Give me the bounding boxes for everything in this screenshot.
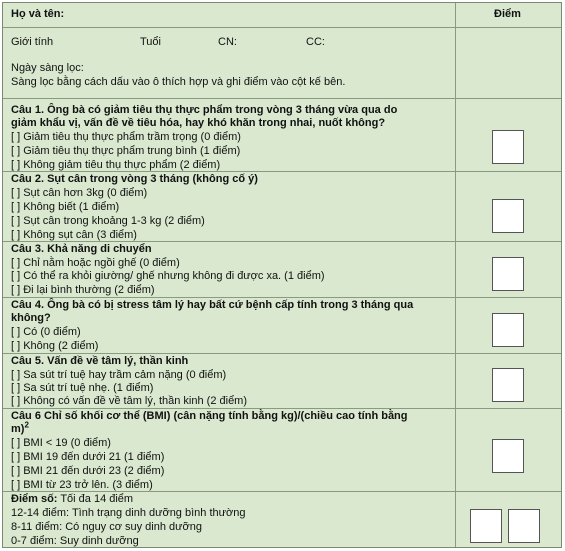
question-6-score-box[interactable] (492, 439, 524, 473)
question-2-option[interactable]: [ ] Sụt cân trong khoảng 1-3 kg (2 điểm) (11, 215, 205, 227)
screening-date-label: Ngày sàng lọc: (11, 62, 84, 74)
question-3-score-box[interactable] (492, 257, 524, 291)
question-1-option[interactable]: [ ] Giảm tiêu thụ thực phẩm trung bình (1 điểm) (11, 145, 241, 157)
question-6-title (11, 422, 29, 436)
divider (3, 27, 561, 28)
question-1-option[interactable]: [ ] Không giảm tiêu thụ thực phẩm (2 điểm) (11, 159, 221, 171)
summary-line: 8-11 điểm: Có nguy cơ suy dinh dưỡng (11, 521, 202, 533)
question-5-option[interactable]: [ ] Không có vấn đề về tâm lý, thần kinh (2 điểm) (11, 395, 248, 407)
question-1-title: Câu 1. Ông bà có giảm tiêu thụ thực phẩm trong vòng 3 tháng vừa qua do (11, 104, 398, 116)
question-6-option[interactable]: [ ] BMI < 19 (0 điểm) (11, 437, 111, 449)
question-3-option[interactable]: [ ] Chỉ nằm hoặc ngồi ghế (0 điểm) (11, 257, 180, 269)
question-6-title: Câu 6 Chỉ số khối cơ thể (BMI) (cân nặng tính bằng kg)/(chiều cao tính bằng (11, 410, 408, 422)
gender-label: Giới tính (11, 36, 54, 48)
summary-line: 0-7 điểm: Suy dinh dưỡng (11, 535, 139, 547)
question-4-option[interactable]: [ ] Không (2 điểm) (11, 340, 99, 352)
question-6-unit: m) (11, 423, 25, 435)
question-2-title: Câu 2. Sụt cân trong vòng 3 tháng (không cố ý) (11, 173, 258, 185)
question-4-title: Câu 4. Ông bà có bị stress tâm lý hay bất cứ bệnh cấp tính trong 3 tháng qua (11, 299, 414, 311)
question-2-option[interactable]: [ ] Không biết (1 điểm) (11, 201, 120, 213)
question-2-score-box[interactable] (492, 199, 524, 233)
question-5-score-box[interactable] (492, 368, 524, 402)
question-2-option[interactable]: [ ] Sụt cân hơn 3kg (0 điểm) (11, 187, 148, 199)
summary-label: Điểm số: (11, 493, 58, 505)
question-6-option[interactable]: [ ] BMI 21 đến dưới 23 (2 điểm) (11, 465, 165, 477)
summary-line: 12-14 điểm: Tình trạng dinh dưỡng bình thường (11, 507, 246, 519)
question-5-option[interactable]: [ ] Sa sút trí tuệ nhẹ. (1 điểm) (11, 382, 154, 394)
question-5-option[interactable]: [ ] Sa sút trí tuệ hay trầm cảm nặng (0 điểm) (11, 369, 227, 381)
divider (3, 98, 561, 99)
summary-max: Tối đa 14 điểm (57, 493, 134, 505)
question-6-option[interactable]: [ ] BMI từ 23 trở lên. (3 điểm) (11, 479, 153, 491)
question-3-title: Câu 3. Khả năng di chuyển (11, 243, 152, 255)
question-3-option[interactable]: [ ] Có thể ra khỏi giường/ ghế nhưng không đi được xa. (1 điểm) (11, 270, 325, 282)
question-4-option[interactable]: [ ] Có (0 điểm) (11, 326, 81, 338)
age-label: Tuổi (140, 36, 161, 48)
total-score-box-2[interactable] (508, 509, 540, 543)
question-2-option[interactable]: [ ] Không sụt cân (3 điểm) (11, 229, 137, 241)
score-column-divider (455, 3, 456, 547)
question-4-title: không? (11, 312, 51, 324)
question-1-option[interactable]: [ ] Giảm tiêu thụ thực phẩm trầm trọng (0 điểm) (11, 131, 241, 143)
question-1-title: giảm khẩu vị, vấn đề về tiêu hóa, hay khó khăn trong nhai, nuốt không? (11, 117, 386, 129)
total-score-box-1[interactable] (470, 509, 502, 543)
cc-label: CC: (306, 36, 325, 48)
question-4-score-box[interactable] (492, 313, 524, 347)
instruction-text: Sàng lọc bằng cách dấu vào ô thích hợp và ghi điểm vào cột kế bên. (11, 76, 346, 88)
question-6-option[interactable]: [ ] BMI 19 đến dưới 21 (1 điểm) (11, 451, 165, 463)
name-label: Họ và tên: (11, 8, 65, 20)
summary-title (11, 492, 133, 506)
question-6-exponent: 2 (24, 420, 29, 430)
question-1-score-box[interactable] (492, 130, 524, 164)
mna-screening-form (2, 2, 562, 548)
cn-label: CN: (218, 36, 237, 48)
question-3-option[interactable]: [ ] Đi lại bình thường (2 điểm) (11, 284, 155, 296)
score-column-header: Điểm (494, 8, 521, 20)
question-5-title: Câu 5. Vấn đề về tâm lý, thần kinh (11, 355, 189, 367)
